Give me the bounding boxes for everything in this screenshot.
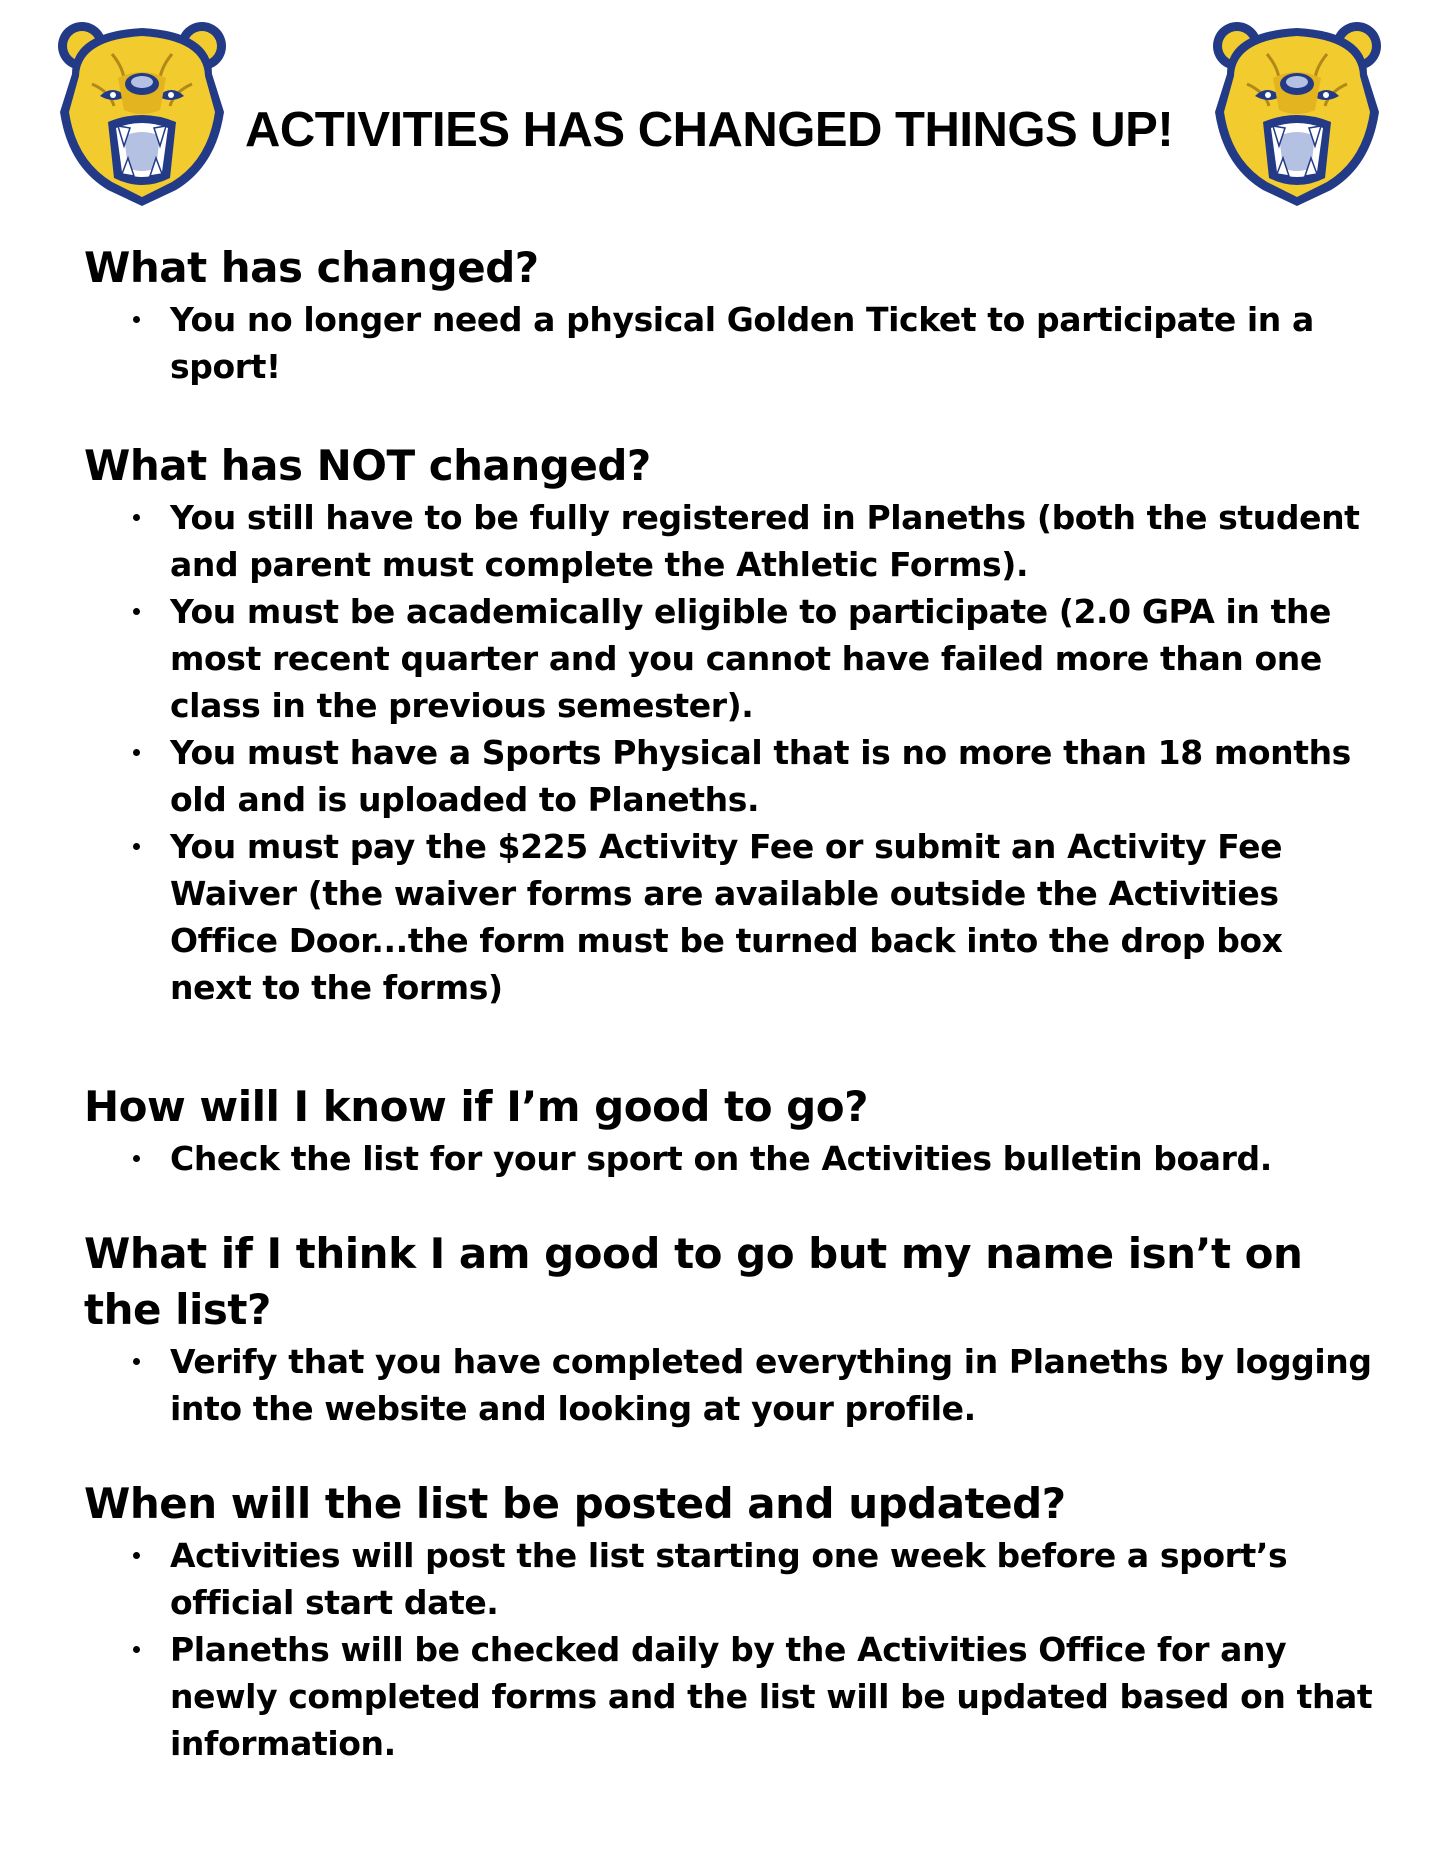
list-item-text: You must pay the $225 Activity Fee or submit an Activity Fee Waiver (the waiver forms are available outside the Activities Office Door...the form must be turned back into the drop box next to the forms): [170, 827, 1283, 1007]
list-item-text: Verify that you have completed everything in Planeths by logging into the website and looking at your profile.: [170, 1342, 1372, 1428]
list-item-text: You still have to be fully registered in Planeths (both the student and parent must complete the Athletic Forms).: [170, 498, 1360, 584]
page-title: ACTIVITIES HAS CHANGED THINGS UP!: [245, 103, 1174, 157]
bullet-icon: [133, 749, 140, 756]
bullet-list: [84, 1532, 1374, 1767]
section-heading: How will I know if I’m good to go?: [84, 1082, 868, 1131]
list-item-text: You must have a Sports Physical that is no more than 18 months old and is uploaded to Planeths.: [170, 733, 1351, 819]
list-item: [170, 1626, 1374, 1767]
section-heading: What has NOT changed?: [84, 441, 651, 490]
bullet-icon: [133, 1155, 140, 1162]
section-name-not-on-list: [84, 1226, 1374, 1432]
list-item: [170, 588, 1374, 729]
section-heading: What if I think I am good to go but my name isn’t on the list?: [84, 1229, 1303, 1334]
bullet-list: [84, 1135, 1374, 1182]
bullet-icon: [133, 608, 140, 615]
bullet-list: [84, 494, 1374, 1011]
section-how-will-i-know: [84, 1079, 1374, 1182]
list-item: [170, 823, 1374, 1011]
bullet-icon: [133, 514, 140, 521]
section-what-has-not-changed: [84, 438, 1374, 1011]
list-item: [170, 1532, 1374, 1626]
list-item-text: Check the list for your sport on the Activities bulletin board.: [170, 1139, 1272, 1178]
bullet-list: [84, 1338, 1374, 1432]
bullet-list: [84, 296, 1374, 390]
list-item-text: You must be academically eligible to participate (2.0 GPA in the most recent quarter and you cannot have failed more than one class in the previous semester).: [170, 592, 1332, 725]
list-item-text: Planeths will be checked daily by the Activities Office for any newly completed forms and the list will be updated based on that information.: [170, 1630, 1373, 1763]
section-heading: What has changed?: [84, 243, 539, 292]
list-item: [170, 296, 1374, 390]
list-item: [170, 494, 1374, 588]
section-what-has-changed: [84, 240, 1374, 390]
bullet-icon: [133, 316, 140, 323]
section-when-posted: [84, 1476, 1374, 1767]
list-item: [170, 1135, 1374, 1182]
list-item-text: Activities will post the list starting one week before a sport’s official start date.: [170, 1536, 1288, 1622]
flyer-content: [84, 240, 1374, 1767]
section-heading: When will the list be posted and updated?: [84, 1479, 1066, 1528]
bullet-icon: [133, 1358, 140, 1365]
bullet-icon: [133, 1552, 140, 1559]
bullet-icon: [133, 843, 140, 850]
bear-mascot-icon: [1207, 14, 1387, 209]
bear-mascot-icon: [52, 14, 232, 209]
list-item: [170, 729, 1374, 823]
list-item: [170, 1338, 1374, 1432]
bullet-icon: [133, 1646, 140, 1653]
list-item-text: You no longer need a physical Golden Ticket to participate in a sport!: [170, 300, 1314, 386]
